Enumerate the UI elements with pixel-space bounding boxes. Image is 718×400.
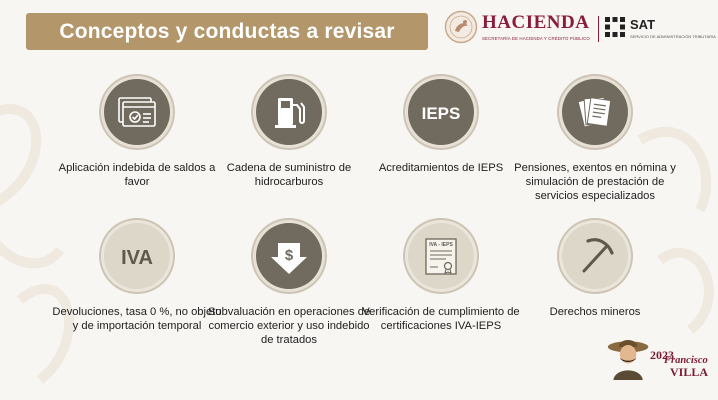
concept-item-saldos-favor — [52, 79, 222, 189]
documents-check-icon — [104, 79, 170, 145]
logo-divider — [598, 16, 599, 42]
icon-circle — [562, 79, 628, 145]
concept-item-hidrocarburos — [204, 79, 374, 189]
svg-text:$: $ — [284, 247, 294, 264]
fuel-pump-icon — [256, 79, 322, 145]
concept-item-ieps — [356, 79, 526, 175]
logo-bar — [444, 10, 714, 50]
francisco-villa-badge — [606, 334, 709, 384]
ieps-icon-text: IEPS — [421, 104, 461, 123]
papers-stack-icon — [562, 79, 628, 145]
concept-label: Pensiones, exentos en nómina y simulación de prestación de servicios especializados — [514, 162, 676, 202]
badge-name-line2: VILLA — [670, 365, 709, 379]
icon-circle — [408, 79, 474, 145]
concept-item-pensiones — [510, 79, 680, 203]
certificate-icon-text: IVA - IEPS — [429, 242, 453, 248]
icon-circle — [256, 79, 322, 145]
concept-item-iva-devoluciones — [52, 223, 222, 333]
iva-icon-text: IVA — [121, 247, 153, 269]
concept-item-derechos-mineros — [510, 223, 680, 319]
concept-label: Cadena de suministro de hidrocarburos — [226, 162, 352, 188]
dollar-down-arrow-icon — [256, 223, 322, 289]
concept-label: Aplicación indebida de saldos a favor — [58, 162, 216, 188]
portrait-illustration-icon — [606, 334, 652, 380]
pickaxe-icon — [562, 223, 628, 289]
concept-item-subvaluacion — [204, 223, 374, 347]
sat-logo-icon — [604, 16, 626, 38]
sat-name: SAT — [630, 17, 656, 32]
icon-circle — [104, 223, 170, 289]
badge-name-line1: Francisco — [664, 355, 708, 366]
concept-label: Devoluciones, tasa 0 %, no objeto y de importación temporal — [52, 306, 222, 332]
page-title: Conceptos y conductas a revisar — [59, 19, 395, 43]
concept-label: Acreditamientos de IEPS — [378, 162, 504, 174]
hacienda-seal-icon — [444, 10, 478, 44]
concept-item-certificaciones — [356, 223, 526, 333]
hacienda-name: HACIENDA — [482, 12, 590, 33]
certificate-icon — [408, 223, 474, 289]
iva-text-icon — [104, 223, 170, 289]
icon-circle — [562, 223, 628, 289]
sat-subtitle: SERVICIO DE ADMINISTRACIÓN TRIBUTARIA — [630, 34, 716, 39]
icon-circle — [256, 223, 322, 289]
concept-label: Subvaluación en operaciones de comercio exterior y uso indebido de tratados — [207, 306, 371, 346]
concept-label: Verificación de cumplimiento de certificaciones IVA-IEPS — [362, 306, 520, 332]
badge-year: 2023 — [650, 348, 674, 362]
title-banner — [26, 13, 428, 50]
icon-circle — [408, 223, 474, 289]
ieps-text-icon — [408, 79, 474, 145]
icon-circle — [104, 79, 170, 145]
hacienda-subtitle: SECRETARÍA DE HACIENDA Y CRÉDITO PÚBLICO — [482, 36, 590, 41]
concept-label: Derechos mineros — [549, 306, 641, 318]
